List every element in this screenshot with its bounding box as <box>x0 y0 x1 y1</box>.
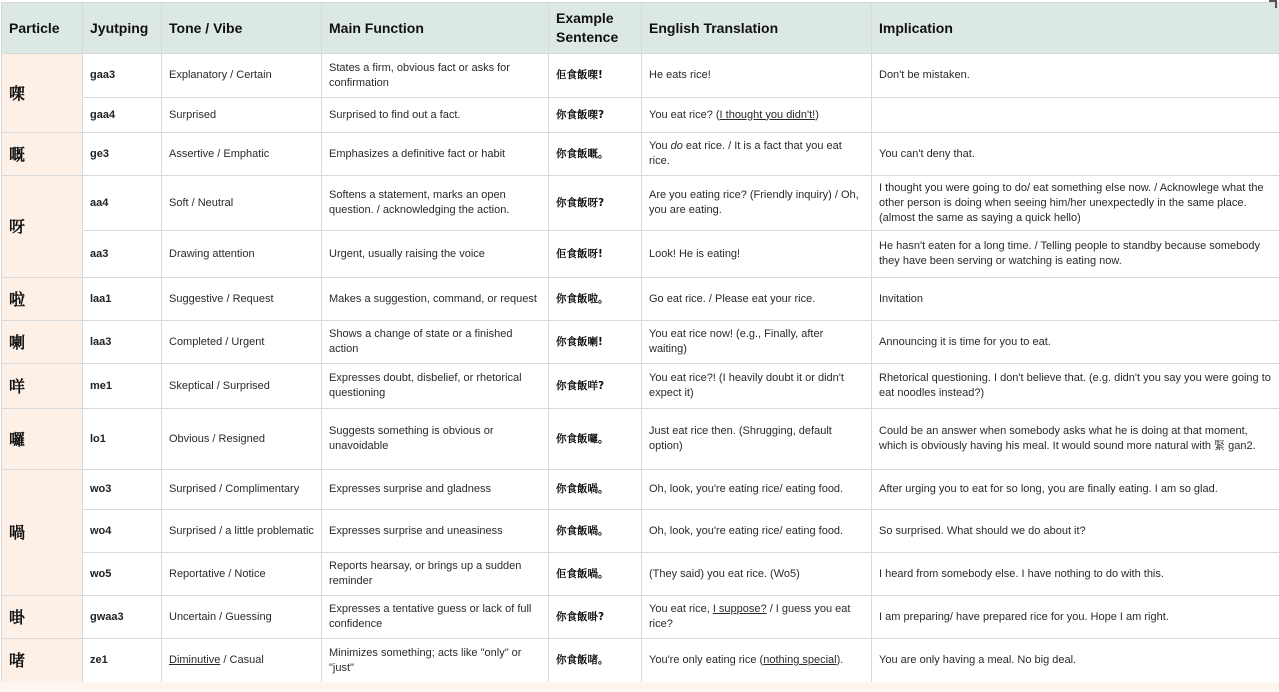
jyutping-cell[interactable]: wo4 <box>83 510 162 553</box>
english-cell[interactable] <box>642 98 872 133</box>
function-cell[interactable]: Emphasizes a definitive fact or habit <box>322 133 549 176</box>
table-row <box>2 596 1279 639</box>
jyutping-cell[interactable]: me1 <box>83 364 162 409</box>
english-text: / I guess you eat rice? <box>649 603 851 630</box>
function-cell[interactable]: States a firm, obvious fact or asks for confirmation <box>322 54 549 98</box>
table-row <box>2 364 1279 409</box>
tone-cell[interactable]: Skeptical / Surprised <box>162 364 322 409</box>
function-cell[interactable]: Shows a change of state or a finished action <box>322 321 549 364</box>
function-cell[interactable]: Makes a suggestion, command, or request <box>322 278 549 321</box>
example-cell[interactable]: 你食飯喎。 <box>549 470 642 510</box>
english-cell[interactable]: Just eat rice then. (Shrugging, default option) <box>642 409 872 470</box>
corner-resize-icon[interactable] <box>1269 0 1277 8</box>
implication-cell[interactable]: Don't be mistaken. <box>872 54 1279 98</box>
implication-cell[interactable]: You can't deny that. <box>872 133 1279 176</box>
function-cell[interactable]: Expresses surprise and uneasiness <box>322 510 549 553</box>
jyutping-cell[interactable]: lo1 <box>83 409 162 470</box>
example-cell[interactable]: 你食飯咩? <box>549 364 642 409</box>
table-row <box>2 321 1279 364</box>
header-implication[interactable]: Implication <box>872 3 1279 54</box>
bottom-strip <box>0 682 1279 692</box>
jyutping-cell[interactable]: laa3 <box>83 321 162 364</box>
function-cell[interactable]: Expresses a tentative guess or lack of full confidence <box>322 596 549 639</box>
jyutping-cell[interactable]: gaa3 <box>83 54 162 98</box>
cantonese-particles-table <box>1 2 1279 683</box>
tone-cell[interactable]: Soft / Neutral <box>162 176 322 231</box>
english-cell[interactable]: Oh, look, you're eating rice/ eating food. <box>642 510 872 553</box>
english-cell[interactable]: Go eat rice. / Please eat your rice. <box>642 278 872 321</box>
implication-cell[interactable]: Rhetorical questioning. I don't believe that. (e.g. didn't you say you were going to eat noodles instead?) <box>872 364 1279 409</box>
jyutping-cell[interactable]: aa3 <box>83 231 162 278</box>
function-cell[interactable]: Expresses surprise and gladness <box>322 470 549 510</box>
header-function[interactable]: Main Function <box>322 3 549 54</box>
header-example[interactable]: Example Sentence <box>549 3 642 54</box>
header-row <box>2 3 1279 54</box>
example-cell[interactable]: 你食飯啫。 <box>549 639 642 683</box>
header-jyutping[interactable]: Jyutping <box>83 3 162 54</box>
tone-cell[interactable]: Drawing attention <box>162 231 322 278</box>
table-row <box>2 133 1279 176</box>
jyutping-cell[interactable]: gaa4 <box>83 98 162 133</box>
jyutping-cell[interactable]: ze1 <box>83 639 162 683</box>
english-text: You eat rice, <box>649 603 713 615</box>
jyutping-cell[interactable]: aa4 <box>83 176 162 231</box>
implication-cell[interactable]: He hasn't eaten for a long time. / Telling people to standby because somebody they have been serving or watching is eating now. <box>872 231 1279 278</box>
function-cell[interactable]: Expresses doubt, disbelief, or rhetorical questioning <box>322 364 549 409</box>
table-row <box>2 510 1279 553</box>
example-cell[interactable]: 佢食飯呀! <box>549 231 642 278</box>
tone-cell[interactable]: Reportative / Notice <box>162 553 322 596</box>
tone-underlined: Diminutive <box>169 654 221 666</box>
example-cell[interactable]: 你食飯啦。 <box>549 278 642 321</box>
example-cell[interactable]: 你食飯囉。 <box>549 409 642 470</box>
example-cell[interactable]: 你食飯喇! <box>549 321 642 364</box>
implication-cell[interactable]: You are only having a meal. No big deal. <box>872 639 1279 683</box>
table-row <box>2 639 1279 683</box>
particle-cell[interactable]: 呀 <box>2 176 83 278</box>
implication-cell[interactable]: I heard from somebody else. I have nothing to do with this. <box>872 553 1279 596</box>
particle-cell[interactable]: 啫 <box>2 639 83 683</box>
english-cell[interactable]: Look! He is eating! <box>642 231 872 278</box>
example-cell[interactable]: 你食飯啩? <box>549 596 642 639</box>
table-row <box>2 54 1279 98</box>
english-underlined: nothing special <box>763 654 837 666</box>
example-cell[interactable]: 你食飯呀? <box>549 176 642 231</box>
english-text: You eat rice? ( <box>649 108 720 121</box>
english-cell[interactable]: He eats rice! <box>642 54 872 98</box>
function-cell[interactable]: Reports hearsay, or brings up a sudden reminder <box>322 553 549 596</box>
jyutping-cell[interactable]: wo3 <box>83 470 162 510</box>
tone-cell[interactable]: Surprised <box>162 98 322 133</box>
tone-cell[interactable]: Uncertain / Guessing <box>162 596 322 639</box>
particle-cell[interactable]: 啦 <box>2 278 83 321</box>
english-text: You <box>649 140 671 152</box>
header-tone[interactable]: Tone / Vibe <box>162 3 322 54</box>
english-cell[interactable]: Are you eating rice? (Friendly inquiry) / Oh, you are eating. <box>642 176 872 231</box>
particle-cell[interactable]: 喇 <box>2 321 83 364</box>
table-row <box>2 553 1279 596</box>
english-text: ) <box>815 108 819 121</box>
table-row <box>2 231 1279 278</box>
function-cell[interactable]: Urgent, usually raising the voice <box>322 231 549 278</box>
implication-cell[interactable]: I thought you were going to do/ eat something else now. / Acknowlege what the other person is doing when seeing him/her unexpectedly in the same place. (almost the same as saying a quick hello) <box>872 176 1279 231</box>
function-cell[interactable]: Minimizes something; acts like "only" or "just" <box>322 639 549 683</box>
example-cell[interactable]: 你食飯㗎? <box>549 98 642 133</box>
example-cell[interactable]: 你食飯喎。 <box>549 510 642 553</box>
tone-cell[interactable]: Explanatory / Certain <box>162 54 322 98</box>
header-particle[interactable]: Particle <box>2 3 83 54</box>
implication-cell[interactable]: Announcing it is time for you to eat. <box>872 321 1279 364</box>
tone-text: / Casual <box>220 654 264 666</box>
english-text: eat rice. / It is a fact that you eat rice. <box>649 140 842 167</box>
header-english[interactable]: English Translation <box>642 3 872 54</box>
example-cell[interactable]: 佢食飯喎。 <box>549 553 642 596</box>
tone-cell[interactable]: Surprised / a little problematic <box>162 510 322 553</box>
english-text: You're only eating rice ( <box>649 654 764 666</box>
english-text: ). <box>836 654 844 666</box>
jyutping-cell[interactable]: wo5 <box>83 553 162 596</box>
particle-cell[interactable]: 啩 <box>2 596 83 639</box>
english-cell[interactable]: You eat rice?! (I heavily doubt it or didn't expect it) <box>642 364 872 409</box>
implication-cell[interactable]: Could be an answer when somebody asks what he is doing at that moment, which is obviously having his meal. It would sound more natural with 緊 gan2. <box>872 409 1279 470</box>
particle-cell[interactable]: 㗎 <box>2 54 83 133</box>
english-cell[interactable] <box>642 596 872 639</box>
tone-cell[interactable]: Suggestive / Request <box>162 278 322 321</box>
table-row <box>2 278 1279 321</box>
table-row <box>2 409 1279 470</box>
table-row <box>2 98 1279 133</box>
tone-cell[interactable]: Assertive / Emphatic <box>162 133 322 176</box>
tone-cell[interactable]: Obvious / Resigned <box>162 409 322 470</box>
english-cell[interactable] <box>642 639 872 683</box>
english-underlined: I thought you didn't! <box>719 108 816 121</box>
jyutping-cell[interactable]: gwaa3 <box>83 596 162 639</box>
tone-cell[interactable]: Completed / Urgent <box>162 321 322 364</box>
function-cell[interactable]: Surprised to find out a fact. <box>322 98 549 133</box>
implication-cell[interactable]: So surprised. What should we do about it? <box>872 510 1279 553</box>
implication-cell[interactable]: I am preparing/ have prepared rice for you. Hope I am right. <box>872 596 1279 639</box>
function-cell[interactable]: Softens a statement, marks an open question. / acknowledging the action. <box>322 176 549 231</box>
implication-cell[interactable]: Invitation <box>872 278 1279 321</box>
implication-cell[interactable] <box>872 98 1279 133</box>
table-row <box>2 470 1279 510</box>
particle-cell[interactable]: 咩 <box>2 364 83 409</box>
english-cell[interactable]: You eat rice now! (e.g., Finally, after waiting) <box>642 321 872 364</box>
english-cell[interactable]: Oh, look, you're eating rice/ eating food. <box>642 470 872 510</box>
jyutping-cell[interactable]: ge3 <box>83 133 162 176</box>
jyutping-cell[interactable]: laa1 <box>83 278 162 321</box>
particle-cell[interactable]: 嘅 <box>2 133 83 176</box>
tone-cell[interactable]: Surprised / Complimentary <box>162 470 322 510</box>
particle-cell[interactable]: 囉 <box>2 409 83 470</box>
english-cell[interactable]: (They said) you eat rice. (Wo5) <box>642 553 872 596</box>
tone-cell[interactable] <box>162 639 322 683</box>
particle-cell[interactable]: 喎 <box>2 470 83 596</box>
english-cell[interactable] <box>642 133 872 176</box>
function-cell[interactable]: Suggests something is obvious or unavoidable <box>322 409 549 470</box>
implication-cell[interactable]: After urging you to eat for so long, you are finally eating. I am so glad. <box>872 470 1279 510</box>
english-underlined: I suppose? <box>712 603 767 615</box>
english-italic: do <box>670 140 683 152</box>
example-cell[interactable]: 佢食飯㗎! <box>549 54 642 98</box>
example-cell[interactable]: 你食飯嘅。 <box>549 133 642 176</box>
table-row <box>2 176 1279 231</box>
